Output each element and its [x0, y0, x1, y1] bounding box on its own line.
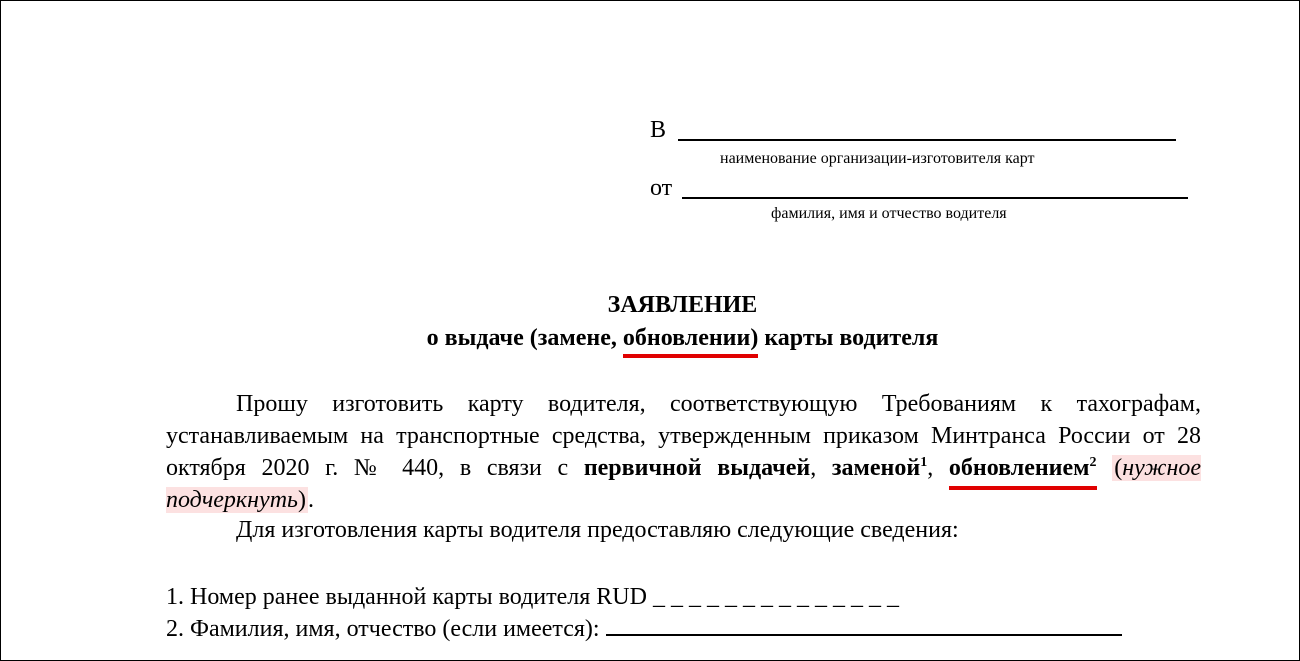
sender-caption: фамилия, имя и отчество водителя	[771, 205, 1007, 222]
recipient-caption: наименование организации-изготовителя карт	[720, 150, 1035, 167]
item-label: 2. Фамилия, имя, отчество (если имеется):	[166, 616, 600, 642]
name-blank	[606, 614, 1122, 636]
subtitle-underlined: обновлении)	[622, 325, 759, 351]
option-first-issue: первичной выдачей	[583, 455, 811, 481]
item-label: 1. Номер ранее выданной карты водителя RUD	[166, 584, 647, 610]
sender-blank	[682, 177, 1188, 199]
recipient-blank	[678, 119, 1176, 141]
sender-prefix: от	[650, 175, 673, 201]
subtitle-end: карты водителя	[758, 325, 939, 351]
list-item	[166, 614, 1122, 644]
hint-text: нужное подчеркнуть	[166, 455, 1202, 513]
request-text: Прошу изготовить карту водителя, соответствующую Требованиям к тахографам, устанавливаемым на транспортные средства, утвержденным приказом Минтранса России от 28 октября 2020 г. № 440, в связи с	[166, 391, 1201, 481]
sender-line	[650, 174, 1210, 202]
document-subtitle	[0, 324, 1300, 352]
option-renewal: обновлением$^2$	[949, 452, 1097, 484]
card-number-blank: _ _ _ _ _ _ _ _ _ _ _ _ _ _	[652, 584, 899, 610]
document-title: ЗАЯВЛЕНИЕ	[607, 292, 758, 318]
recipient-line	[650, 116, 1210, 144]
hint-highlight: (нужное подчеркнуть)	[166, 455, 1202, 513]
option-replacement: заменой	[831, 455, 921, 481]
info-intro: Для изготовления карты водителя предоставляю следующие сведения:	[236, 517, 959, 543]
request-paragraph: Прошу изготовить карту водителя, соответствующую Требованиям к тахографам, устанавливаемым на транспортные средства, утвержденным приказом Минтранса России от 28 октября 2020 г. № 440, в связи с первичной выдачей, заменой$^1$, обновлением$^2$ (нужное подчеркнуть).	[166, 391, 1202, 513]
list-item	[166, 582, 899, 612]
recipient-prefix: В	[650, 117, 667, 143]
footnote-ref-1: 1	[920, 455, 928, 470]
footnote-ref-2: 2	[1089, 455, 1097, 470]
subtitle-start: о выдаче (замене,	[426, 325, 623, 351]
